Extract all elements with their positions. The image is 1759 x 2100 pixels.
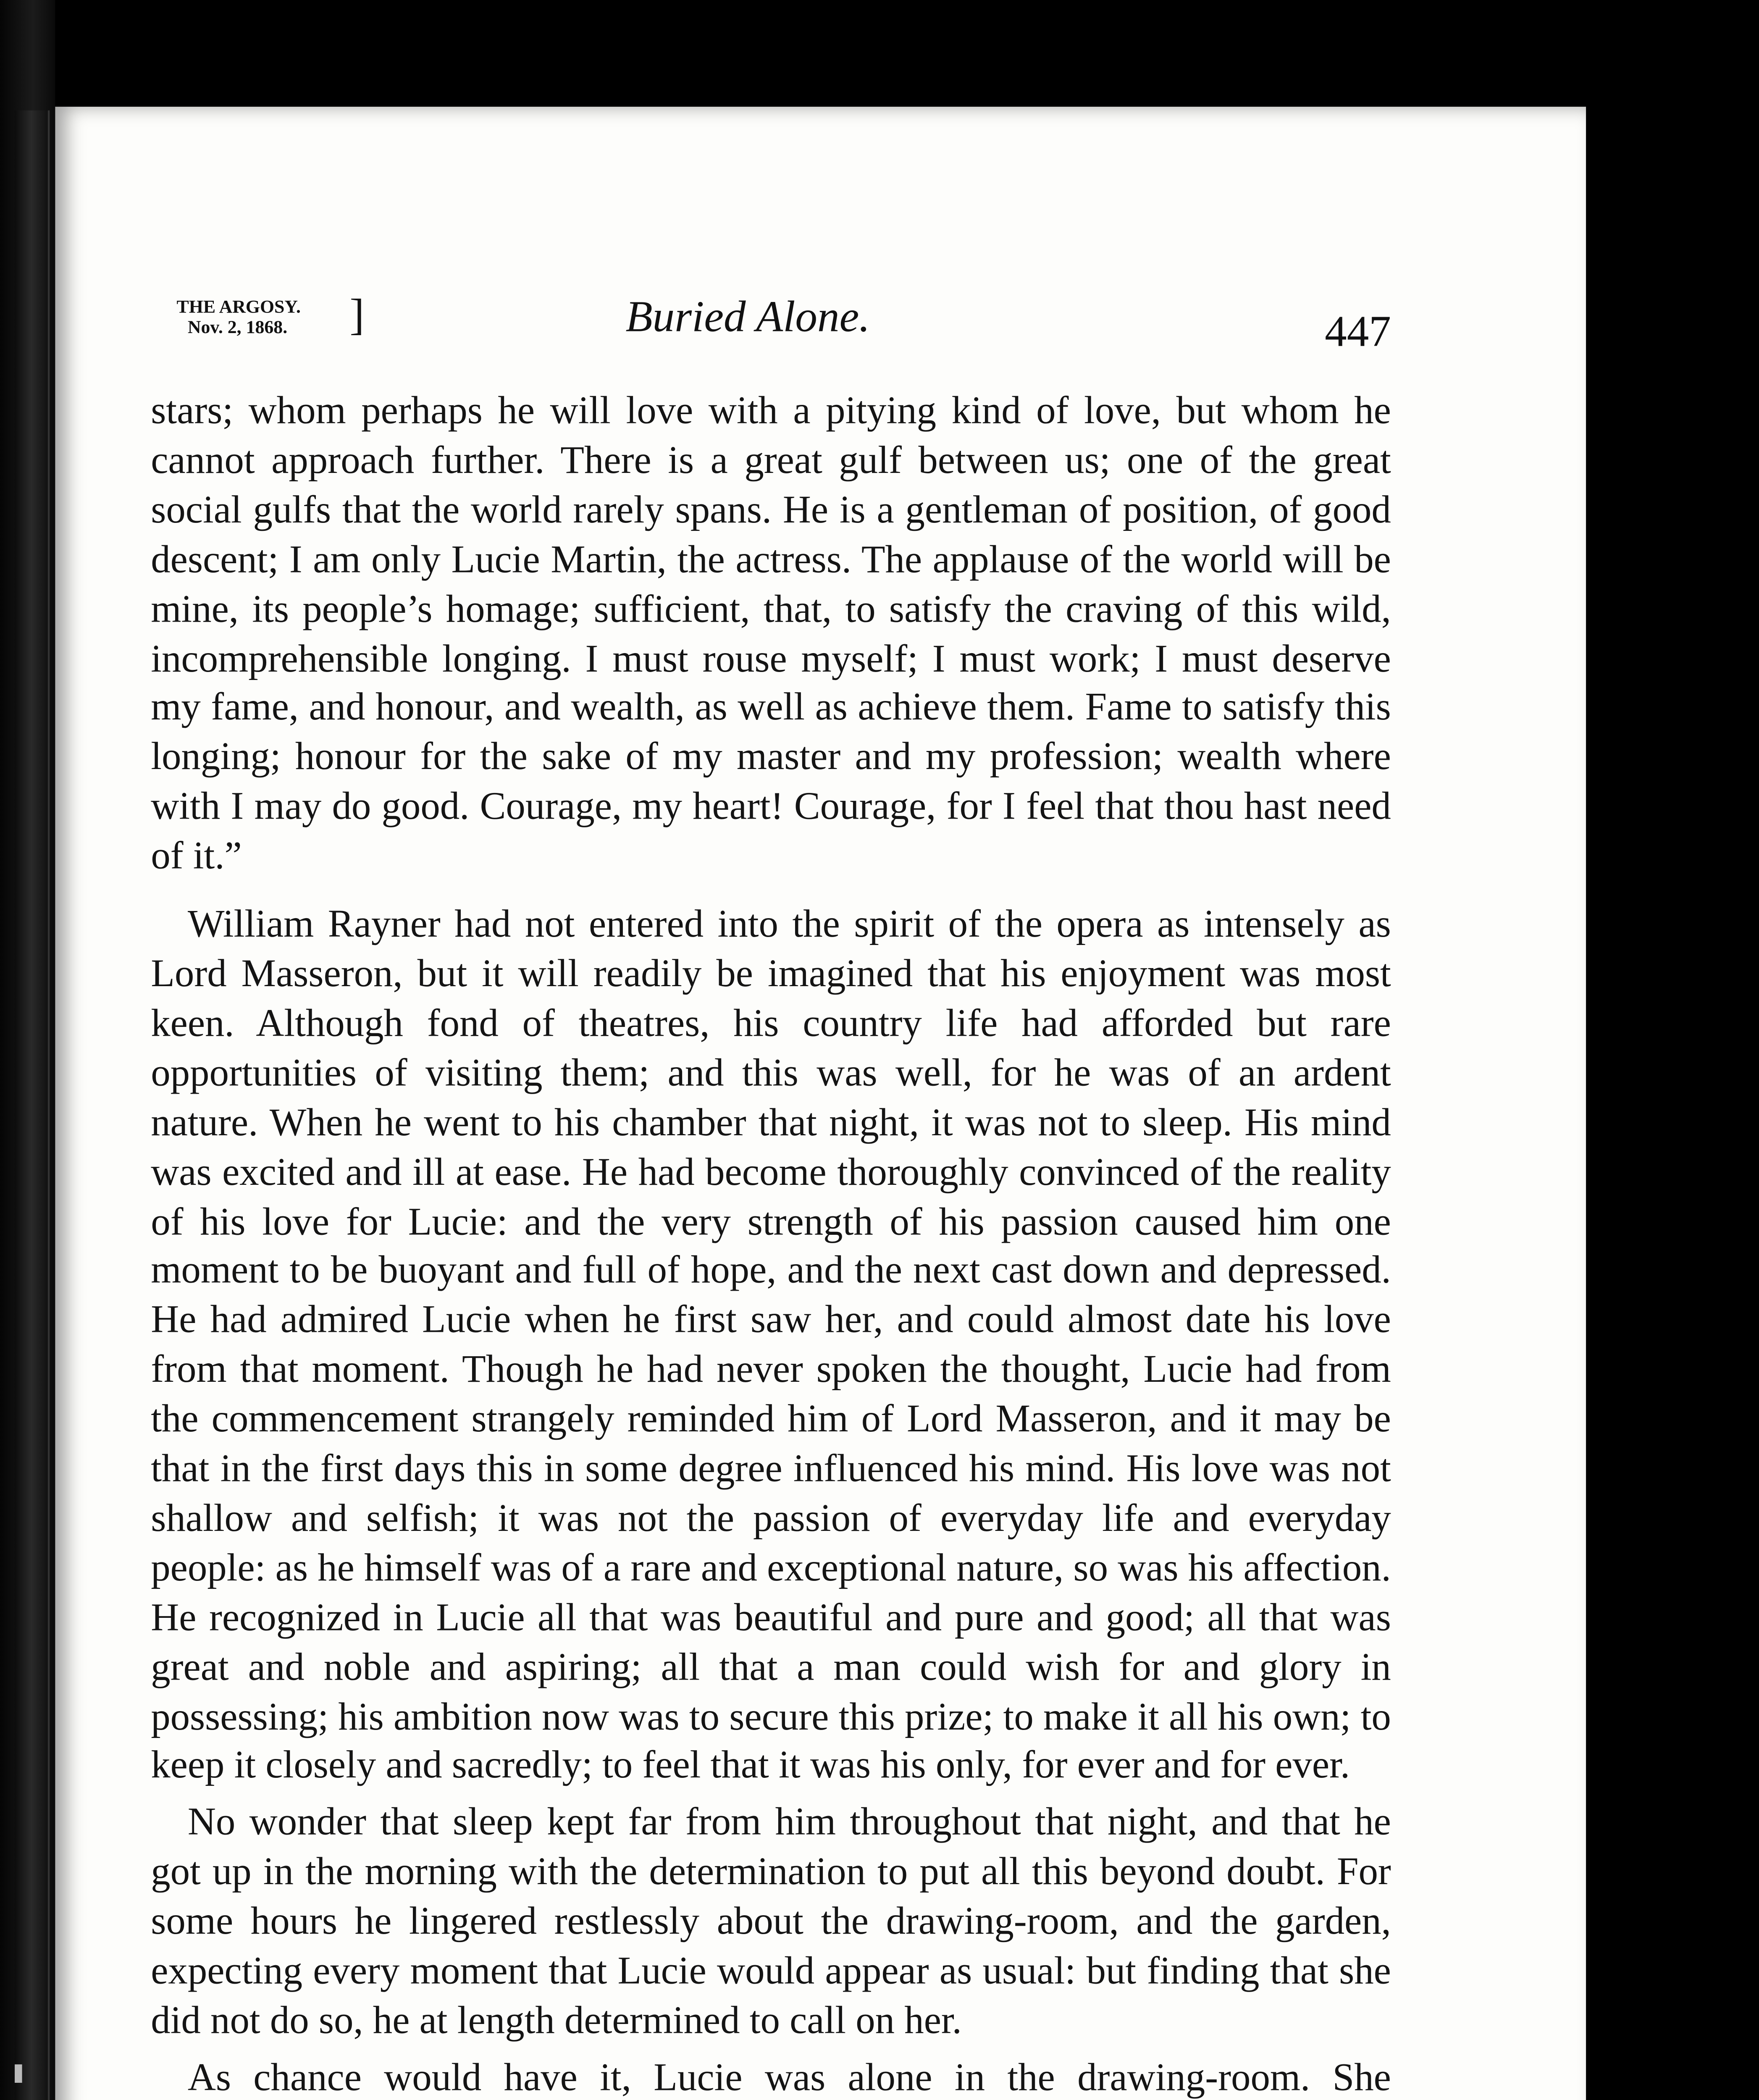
running-header bbox=[177, 294, 1391, 368]
facing-page-edge bbox=[15, 110, 50, 2100]
paragraph: As chance would have it, Lucie was alone in the drawing-room. She bbox=[187, 2055, 1391, 2100]
header-bracket: ] bbox=[349, 292, 365, 341]
paragraph: No wonder that sleep kept far from him throughout that night, and that he got up in the morning with the determination to put all this beyond doubt. For some hours he lingered restlessly about the drawing-room, and the garden, expecting every moment that Lucie would appear as usual: but finding that she did not do so, he at length determined to call on her. bbox=[151, 1800, 1391, 2042]
journal-info bbox=[176, 292, 365, 341]
issue-date: Nov. 2, 1868. bbox=[187, 318, 288, 339]
page-body bbox=[151, 386, 1391, 2100]
running-title: Buried Alone. bbox=[625, 294, 870, 342]
journal-name: THE ARGOSY. bbox=[176, 298, 301, 318]
margin-mark bbox=[15, 2064, 22, 2083]
scan-background bbox=[1586, 0, 1759, 2100]
page-number: 447 bbox=[1325, 309, 1391, 357]
paragraph: William Rayner had not entered into the spirit of the opera as intensely as Lord Masseron, but it will readily be imagined that his enjoyment was most keen. Although fond of theatres, his country life had afforded but rare opportunities of visiting them; and this was well, for he was of an ardent nature. When he went to his chamber that night, it was not to sleep. His mind was excited and ill at ease. He had become thoroughly convinced of the reality of his love for Lucie: and the very strength of his passion caused him one moment to be buoyant and full of hope, and the next cast down and depressed. He had admired Lucie when he first saw her, and could almost date his love from that moment. Though he had never spoken the thought, Lucie had from the commencement strangely reminded him of Lord Masseron, and it may be that in the first days this in some degree influenced his mind. His love was not shallow and selfish; it was not the passion of everyday life and everyday people: as he himself was of a rare and exceptional nature, so was his affection. He recognized in Lucie all that was beautiful and pure and good; all that was great and noble and aspiring; all that a man could wish for and glory in possessing; his ambition now was to secure this prize; to make it all his own; to keep it closely and sacredly; to feel that it was his only, for ever and for ever. bbox=[151, 901, 1391, 1788]
paragraph: stars; whom perhaps he will love with a pitying kind of love, but whom he cannot approach further. There is a great gulf between us; one of the great social gulfs that the world rarely spans. He is a gentleman of position, of good descent; I am only Lucie Martin, the actress. The applause of the world will be mine, its people’s homage; sufficient, that, to satisfy the craving of this wild, incomprehensible longing. I must rouse myself; I must work; I must deserve my fame, and honour, and wealth, as well as achieve them. Fame to satisfy this longing; honour for the sake of my master and my profession; wealth where with I may do good. Courage, my heart! Courage, for I feel that thou hast need of it.” bbox=[151, 388, 1391, 878]
